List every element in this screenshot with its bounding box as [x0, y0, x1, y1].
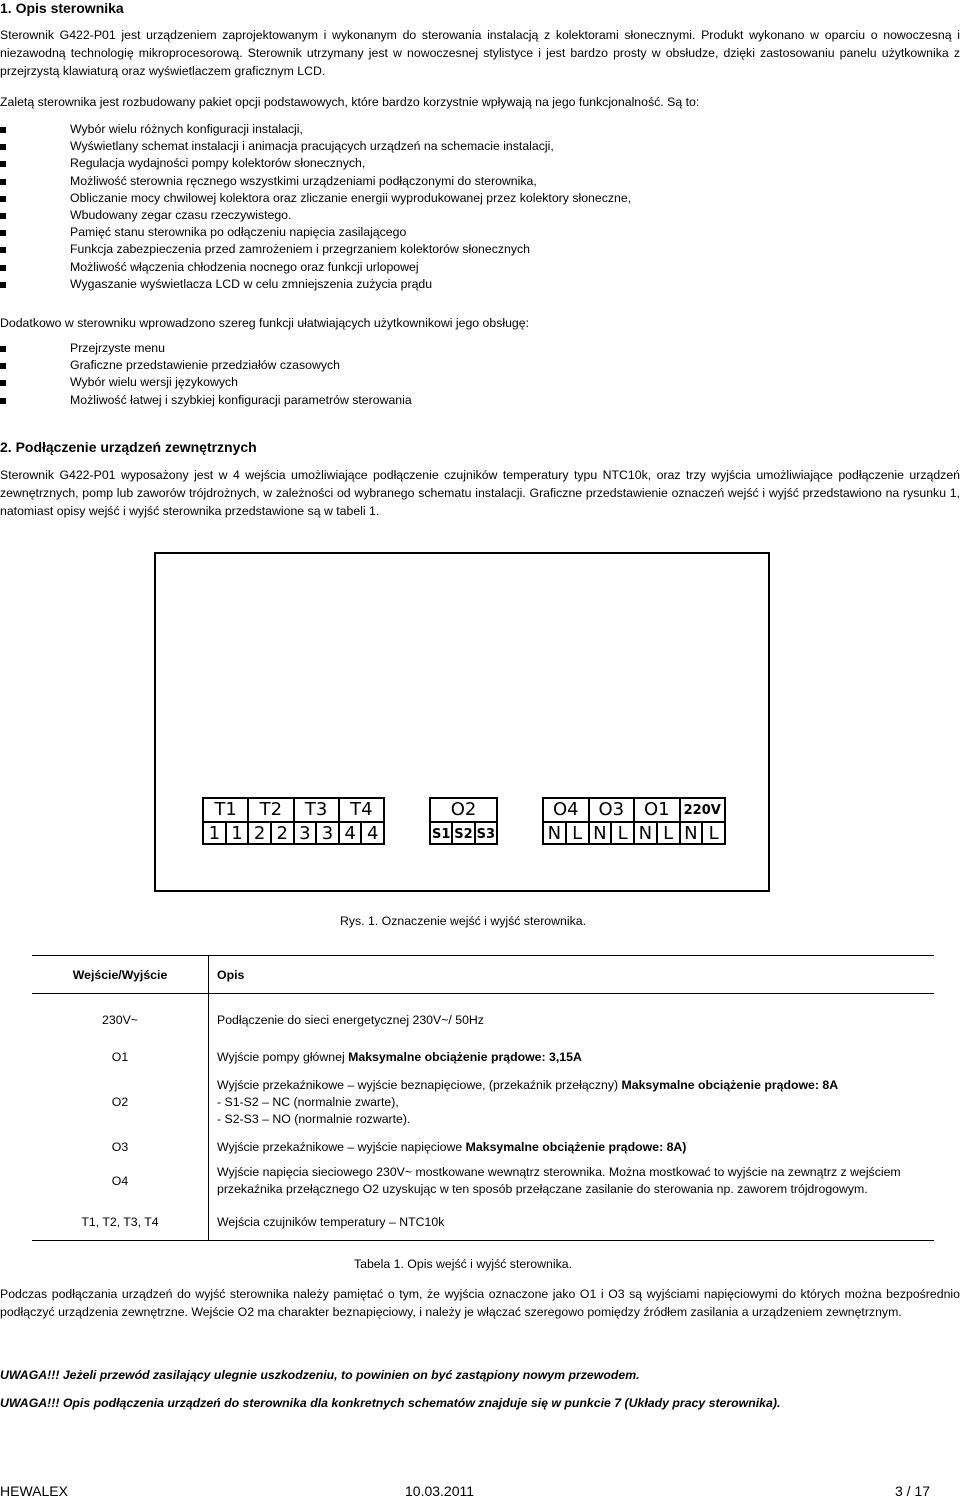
list-item: Możliwość sterownia ręcznego wszystkimi urządzeniami podłączonymi do sterownika, — [0, 173, 631, 190]
column-header-io: Wejście/Wyjście — [32, 956, 209, 994]
terminal-pin: N — [547, 823, 562, 844]
list-item: Wbudowany zegar czasu rzeczywistego. — [0, 207, 631, 224]
terminal-pin: 3 — [293, 823, 316, 845]
io-cell: O3 — [32, 1136, 209, 1158]
terminal-label: T3 — [293, 799, 338, 821]
terminal-pin: S1 — [431, 826, 451, 842]
footer-page-number: 3 / 17 — [895, 1483, 931, 1499]
warning-cable: UWAGA!!! Jeżeli przewód zasilający ulegnie uszkodzeniu, to powinien on być zastąpiony nowym przewodem. — [0, 1368, 640, 1382]
terminal-label: O2 — [450, 799, 477, 820]
description-text: Wyjście przekaźnikowe – wyjście napięciowe — [217, 1139, 466, 1154]
terminal-pin: N — [679, 823, 702, 845]
terminal-block-o2 — [429, 797, 498, 845]
footer-company: HEWALEX — [0, 1483, 68, 1499]
table-header-row — [32, 956, 934, 994]
terminal-pin: L — [701, 823, 724, 845]
list-item: Przejrzyste menu — [0, 340, 412, 357]
terminal-label: O4 — [552, 799, 579, 820]
list-item: Funkcja zabezpieczenia przed zamrożeniem i przegrzaniem kolektorów słonecznych — [0, 241, 631, 258]
terminal-pin: 4 — [338, 823, 361, 845]
io-cell: 230V~ — [32, 994, 209, 1047]
terminal-pin: L — [656, 823, 679, 845]
description-text: Wyjście przekaźnikowe – wyjście beznapięciowe, (przekaźnik przełączny) — [217, 1077, 622, 1092]
column-header-description: Opis — [217, 967, 245, 982]
warning-schemes: UWAGA!!! Opis podłączenia urządzeń do sterownika dla konkretnych schematów znajduje się w punkcie 7 (Układy pracy sterownika). — [0, 1396, 781, 1410]
list-item: Graficzne przedstawienie przedziałów czasowych — [0, 357, 412, 374]
terminal-pin: 2 — [247, 823, 270, 845]
description-cell — [209, 1068, 935, 1136]
list-item: Możliwość włączenia chłodzenia nocnego oraz funkcji urlopowej — [0, 259, 631, 276]
terminal-pin: N — [633, 823, 656, 845]
footer-date: 10.03.2011 — [405, 1483, 475, 1499]
table-caption: Tabela 1. Opis wejść i wyjść sterownika. — [353, 1257, 572, 1271]
terminal-label: T1 — [214, 799, 237, 820]
contact-no-text: - S2-S3 – NO (normalnie rozwarte). — [217, 1111, 411, 1126]
connection-note: Podczas podłączania urządzeń do wyjść sterownika należy pamiętać o tym, że wyjścia oznaczone jako O1 i O3 są wyjściami napięciowymi do których można bezpośrednio podłączyć urządzenia zewnętrzne. Wejście O2 ma charakter beznapięciowy, i należy je włączać szeregowo pomiędzy źródłem zasilania a urządzeniem zewnętrznym. — [0, 1287, 960, 1319]
table-row — [32, 994, 934, 1047]
terminal-pin: L — [565, 823, 588, 845]
table-row — [32, 1204, 934, 1241]
terminal-pin: 3 — [315, 823, 338, 845]
table-row — [32, 1068, 934, 1136]
description-cell — [209, 1046, 935, 1068]
section-1-advantages-intro: Zaletą sterownika jest rozbudowany pakiet opcji podstawowych, które bardzo korzystnie wpływają na jego funkcjonalność. Są to: — [0, 95, 700, 109]
terminal-label: O1 — [633, 799, 679, 821]
section-1-intro: Sterownik G422-P01 jest urządzeniem zaprojektowanym i wykonanym do sterowania instalacją z kolektorami słonecznymi. Produkt wykonano w oparciu o nowoczesną i niezawodną technologię mikroprocesorową. Sterownik utrzymany jest w nowoczesnej stylistyce i jest bardzo prosty w obsłudze, dzięki zastosowaniu panelu użytkownika z przejrzystą klawiaturą oraz wyświetlaczem graficznym LCD. — [0, 28, 960, 78]
terminal-pin: L — [610, 823, 633, 845]
list-item: Obliczanie mocy chwilowej kolektora oraz zliczanie energii wyprodukowanej przez kolektory słoneczne, — [0, 190, 631, 207]
max-load-text: Maksymalne obciążenie prądowe: 3,15A — [348, 1049, 582, 1064]
list-item: Wybór wielu wersji językowych — [0, 374, 412, 391]
terminal-pin: 4 — [360, 823, 383, 845]
max-load-text: Maksymalne obciążenie prądowe: 8A) — [465, 1139, 687, 1154]
terminal-pin: N — [588, 823, 611, 845]
terminal-label: O3 — [588, 799, 634, 821]
terminal-label: 220V — [679, 799, 725, 821]
terminal-block-sensors — [202, 797, 385, 845]
section-1-extras-intro: Dodatkowo w sterowniku wprowadzono szereg funkcji ułatwiających użytkownikowi jego obsługę: — [0, 316, 530, 330]
table-row — [32, 1046, 934, 1068]
terminal-block-outputs — [542, 797, 726, 845]
terminal-pin: 1 — [225, 823, 248, 845]
list-item: Wygaszanie wyświetlacza LCD w celu zmniejszenia zużycia prądu — [0, 276, 631, 293]
list-item: Wyświetlany schemat instalacji i animacja pracujących urządzeń na schemacie instalacji, — [0, 138, 631, 155]
extras-list — [0, 340, 412, 409]
description-text: Wyjście pompy głównej — [217, 1049, 349, 1064]
description-cell: Podłączenie do sieci energetycznej 230V~/ 50Hz — [217, 1012, 484, 1027]
max-load-text: Maksymalne obciążenie prądowe: 8A — [621, 1077, 839, 1092]
io-cell: O1 — [32, 1046, 209, 1068]
description-cell: Wejścia czujników temperatury – NTC10k — [217, 1214, 445, 1229]
terminal-pin: S2 — [451, 823, 473, 845]
contact-nc-text: - S1-S2 – NC (normalnie zwarte), — [217, 1094, 399, 1109]
section-2-intro: Sterownik G422-P01 wyposażony jest w 4 wejścia umożliwiające podłączenie czujników temperatury typu NTC10k, oraz trzy wyjścia umożliwiające podłączenie urządzeń zewnętrznych, pomp lub zaworów trójdrożnych, w zależności od wybranego schematu instalacji. Graficzne przedstawienie oznaczeń wejść i wyjść przedstawiono na rysunku 1, natomiast opisy wejść i wyjść sterownika przedstawione są w tabeli 1. — [0, 468, 960, 518]
table-row — [32, 1136, 934, 1158]
list-item: Pamięć stanu sterownika po odłączeniu napięcia zasilającego — [0, 224, 631, 241]
terminal-label: T2 — [247, 799, 292, 821]
terminal-pin: 2 — [270, 823, 293, 845]
list-item: Możliwość łatwej i szybkiej konfiguracji parametrów sterowania — [0, 392, 412, 409]
table-row — [32, 1158, 934, 1204]
list-item: Wybór wielu różnych konfiguracji instalacji, — [0, 121, 631, 138]
io-cell: O2 — [32, 1068, 209, 1136]
section-2-title: 2. Podłączenie urządzeń zewnętrznych — [0, 439, 257, 455]
terminal-pin: S3 — [474, 823, 496, 845]
terminal-pin: 1 — [208, 823, 221, 844]
section-1-title: 1. Opis sterownika — [0, 0, 124, 16]
io-table — [32, 955, 934, 1241]
description-cell — [209, 1136, 935, 1158]
description-cell: Wyjście napięcia sieciowego 230V~ mostkowane wewnątrz sterownika. Można mostkować to wyjście na zewnątrz z wejściem przekaźnika przełącznego O2 uzyskując w ten sposób przełączane zasilanie do sterowania np. zaworem trójdrogowym. — [217, 1165, 901, 1196]
list-item: Regulacja wydajności pompy kolektorów słonecznych, — [0, 155, 631, 172]
io-cell: T1, T2, T3, T4 — [32, 1204, 209, 1241]
terminal-label: T4 — [338, 799, 383, 821]
figure-caption: Rys. 1. Oznaczenie wejść i wyjść sterownika. — [339, 914, 587, 928]
io-cell: O4 — [32, 1158, 209, 1204]
features-list — [0, 121, 631, 293]
